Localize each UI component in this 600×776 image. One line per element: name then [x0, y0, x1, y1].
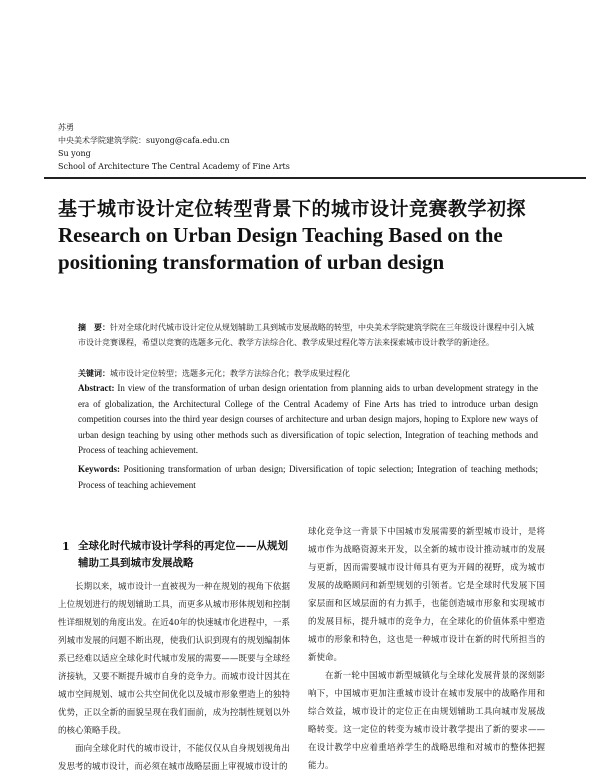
abstract-cn-label: 摘 要：	[78, 322, 110, 332]
author-name-en: Su yong	[58, 149, 91, 158]
keywords-cn	[78, 366, 538, 381]
body-paragraph: 长期以来，城市设计一直被视为一种在规划的视角下依据上位规划进行的规划辅助工具，而更多从城市形体规划和控制性详细规划的角度出发。在近40年的快速城市化进程中，一系列城市发展的问题不断出现，使我们认识到现有的规划编制体系已经难以适应全球化时代城市发展的需要——既要与全球经济接轨，又要不断提升城市自身的竞争力。而城市设计因其在城市空间规划、城市公共空间优化以及城市形象塑造上的独特优势，正以全新的面貌呈现在我们面前，成为控制性规划以外的核心策略手段。	[58, 582, 290, 736]
title-en: Research on Urban Design Teaching Based on the positioning transformation of urban design	[58, 223, 503, 274]
keywords-en-text: Positioning transformation of urban design; Diversification of topic selection; Integration of teaching methods; Process of teaching achievement	[78, 464, 538, 490]
body-column-right	[308, 523, 545, 775]
keywords-cn-text: 城市设计定位转型；选题多元化；教学方法综合化；教学成果过程化	[110, 369, 350, 378]
body-paragraph: 面向全球化时代的城市设计，不能仅仅从自身规划视角出发思考的城市设计，而必须在城市战略层面上审视城市设计的	[58, 744, 290, 772]
abstract-en-label: Abstract:	[78, 383, 115, 393]
abstract-en	[78, 381, 538, 459]
body-column-left	[58, 578, 290, 776]
section-title: 全球化时代城市设计学科的再定位——从规划辅助工具到城市发展战略	[78, 540, 288, 569]
keywords-cn-label: 关键词：	[78, 368, 110, 378]
body-paragraph: 球化竞争这一背景下中国城市发展需要的新型城市设计，是将城市作为战略资源来开发，以全新的城市设计推动城市的发展与更新，因而需要城市设计师具有更为开阔的视野，成为城市发展的战略顾问和新型规划的引领者。它是全球时代发展下国家层面和区域层面的有力抓手，也能创造城市形象和实现城市的发展目标，提升城市的竞争力，在全球化的价值体系中塑造城市的形象和特色，这也是一种城市设计在新的时代所担当的新使命。	[308, 527, 545, 663]
section-number: 1	[62, 540, 70, 553]
abstract-cn-text: 针对全球化时代城市设计定位从规划辅助工具到城市发展战略的转型，中央美术学院建筑学院在三年级设计课程中引入城市设计竞赛课程，希望以竞赛的选题多元化、教学方法综合化、教学成果过程化等方法来探索城市设计教学的新途径。	[78, 323, 534, 347]
author-affiliation-cn: 中央美术学院建筑学院：suyong@cafa.edu.cn	[58, 136, 230, 145]
abstract-en-text: In view of the transformation of urban design orientation from planning aids to urban development strategy in the era of globalization, the Architectural College of the Central Academy of Fine Arts has tried to introduce urban design competition courses into the third year design courses of architecture and urban design majors, hoping to Explore new ways of urban design teaching by using other methods such as diversification of topic selection, Integration of teaching methods and Process of teaching achievement.	[78, 383, 538, 455]
header-rule	[44, 177, 586, 179]
body-paragraph: 在新一轮中国城市新型城镇化与全球化发展背景的深刻影响下，中国城市更加注重城市设计在城市发展中的战略作用和综合效益，城市设计的定位正在由规划辅助工具向城市发展战略转变。这一定位的转变为城市设计教学提出了新的要求——在设计教学中应着重培养学生的战略思维和对城市的整体把握能力。	[308, 671, 545, 771]
keywords-en-label: Keywords:	[78, 464, 120, 474]
abstract-cn	[78, 320, 538, 350]
title-cn: 基于城市设计定位转型背景下的城市设计竞赛教学初探	[58, 198, 527, 220]
keywords-en	[78, 462, 538, 493]
author-name-cn: 苏勇	[58, 123, 74, 132]
author-affiliation-en: School of Architecture The Central Academy of Fine Arts	[58, 162, 290, 171]
